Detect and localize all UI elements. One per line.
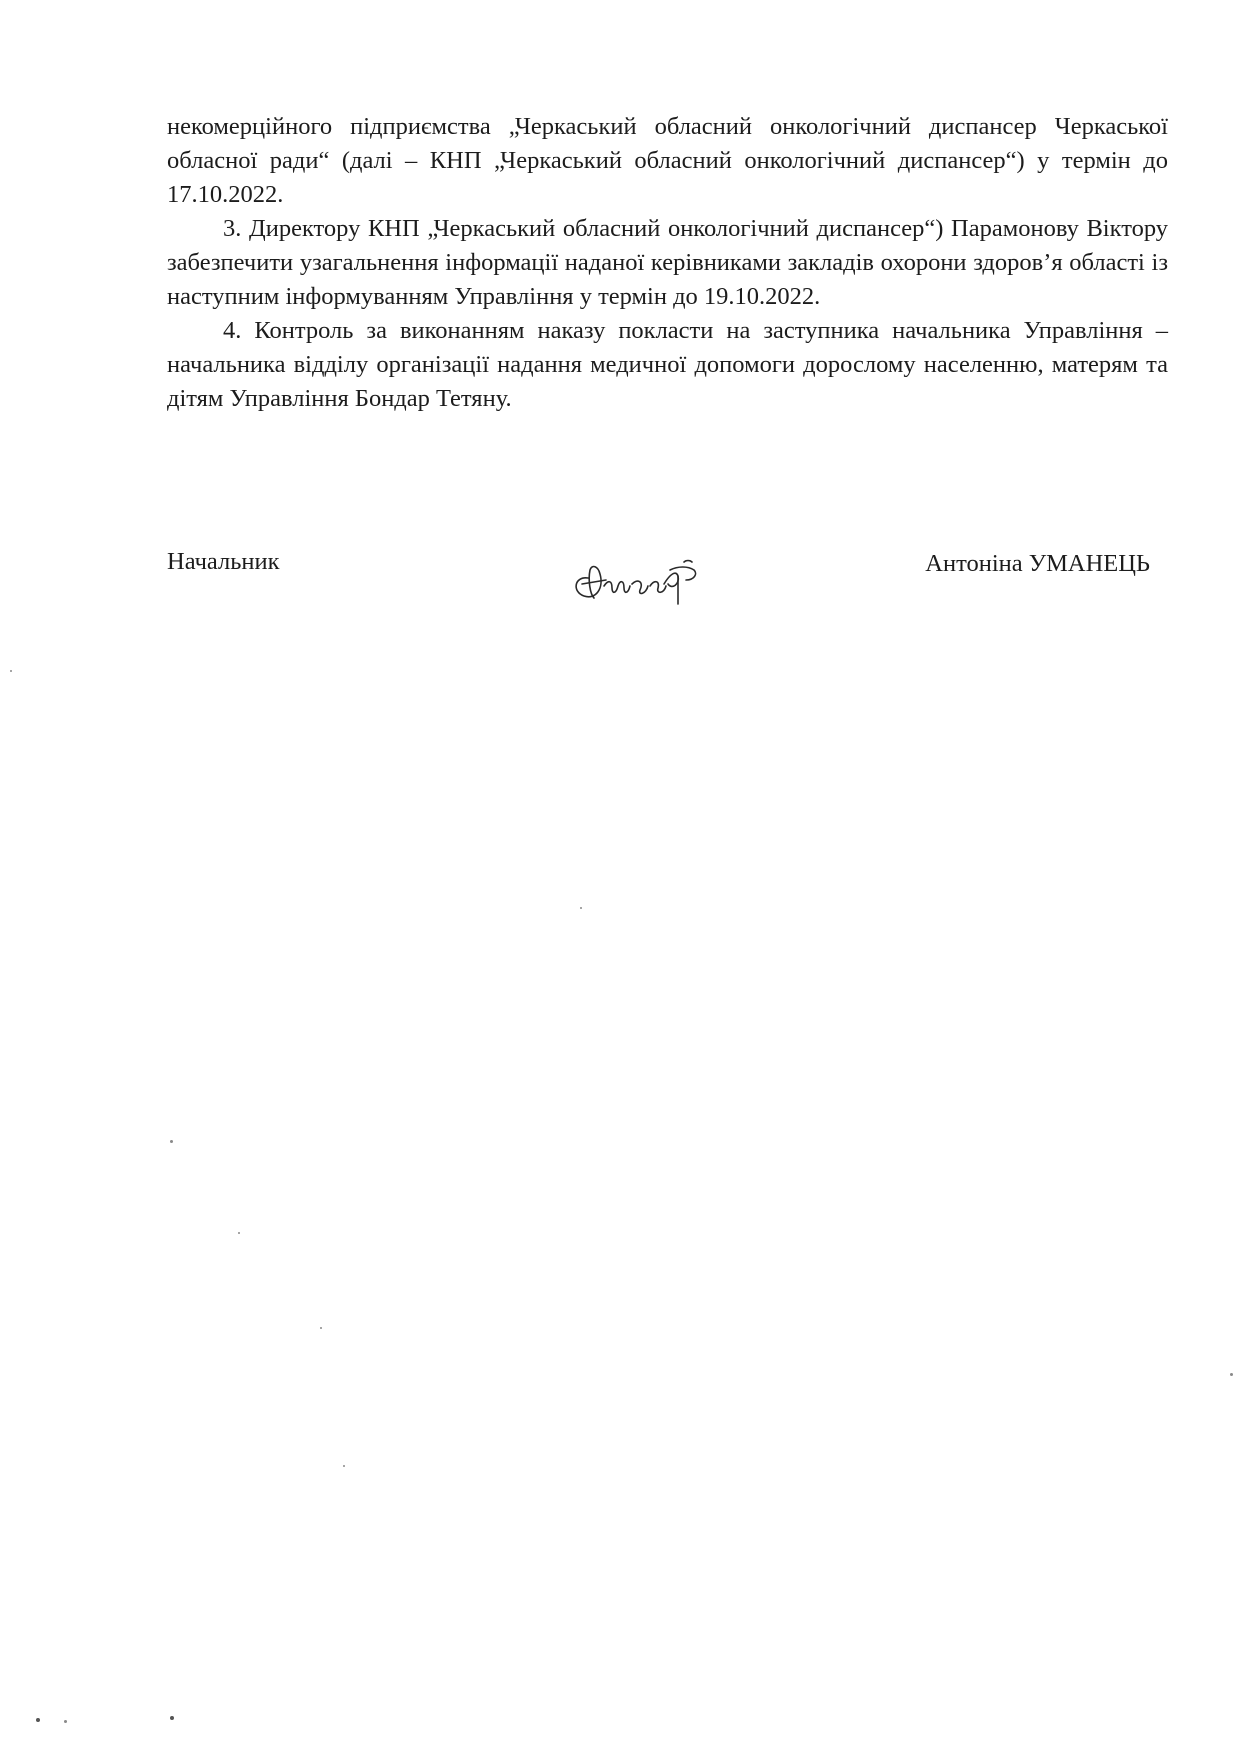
scan-speck (320, 1327, 322, 1329)
handwritten-signature-icon (560, 540, 720, 610)
scan-speck (36, 1718, 40, 1722)
signatory-position: Начальник (167, 548, 280, 575)
scan-speck (238, 1232, 240, 1234)
document-body (167, 110, 1168, 416)
scan-speck (1230, 1373, 1233, 1376)
paragraph-item-3: 3. Директору КНП „Черкаський обласний онкологічний диспансер“) Парамонову Віктору забезпечити узагальнення інформації наданої керівниками закладів охорони здоров’я області із наступним інформуванням Управління у термін до 19.10.2022. (167, 215, 1168, 310)
scan-speck (10, 670, 12, 672)
scan-speck (343, 1465, 345, 1467)
scan-speck (64, 1720, 67, 1723)
scan-speck (170, 1716, 174, 1720)
scan-speck (170, 1140, 173, 1143)
paragraph-item-4: 4. Контроль за виконанням наказу покласти на заступника начальника Управління – начальника відділу організації надання медичної допомоги дорослому населенню, матерям та дітям Управління Бондар Тетяну. (167, 317, 1168, 412)
scan-speck (580, 907, 582, 909)
signatory-name: Антоніна УМАНЕЦЬ (925, 550, 1150, 577)
paragraph-continuation: некомерційного підприємства „Черкаський обласний онкологічний диспансер Черкаської обласної ради“ (далі – КНП „Черкаський обласний онкологічний диспансер“) у термін до 17.10.2022. (167, 113, 1168, 208)
